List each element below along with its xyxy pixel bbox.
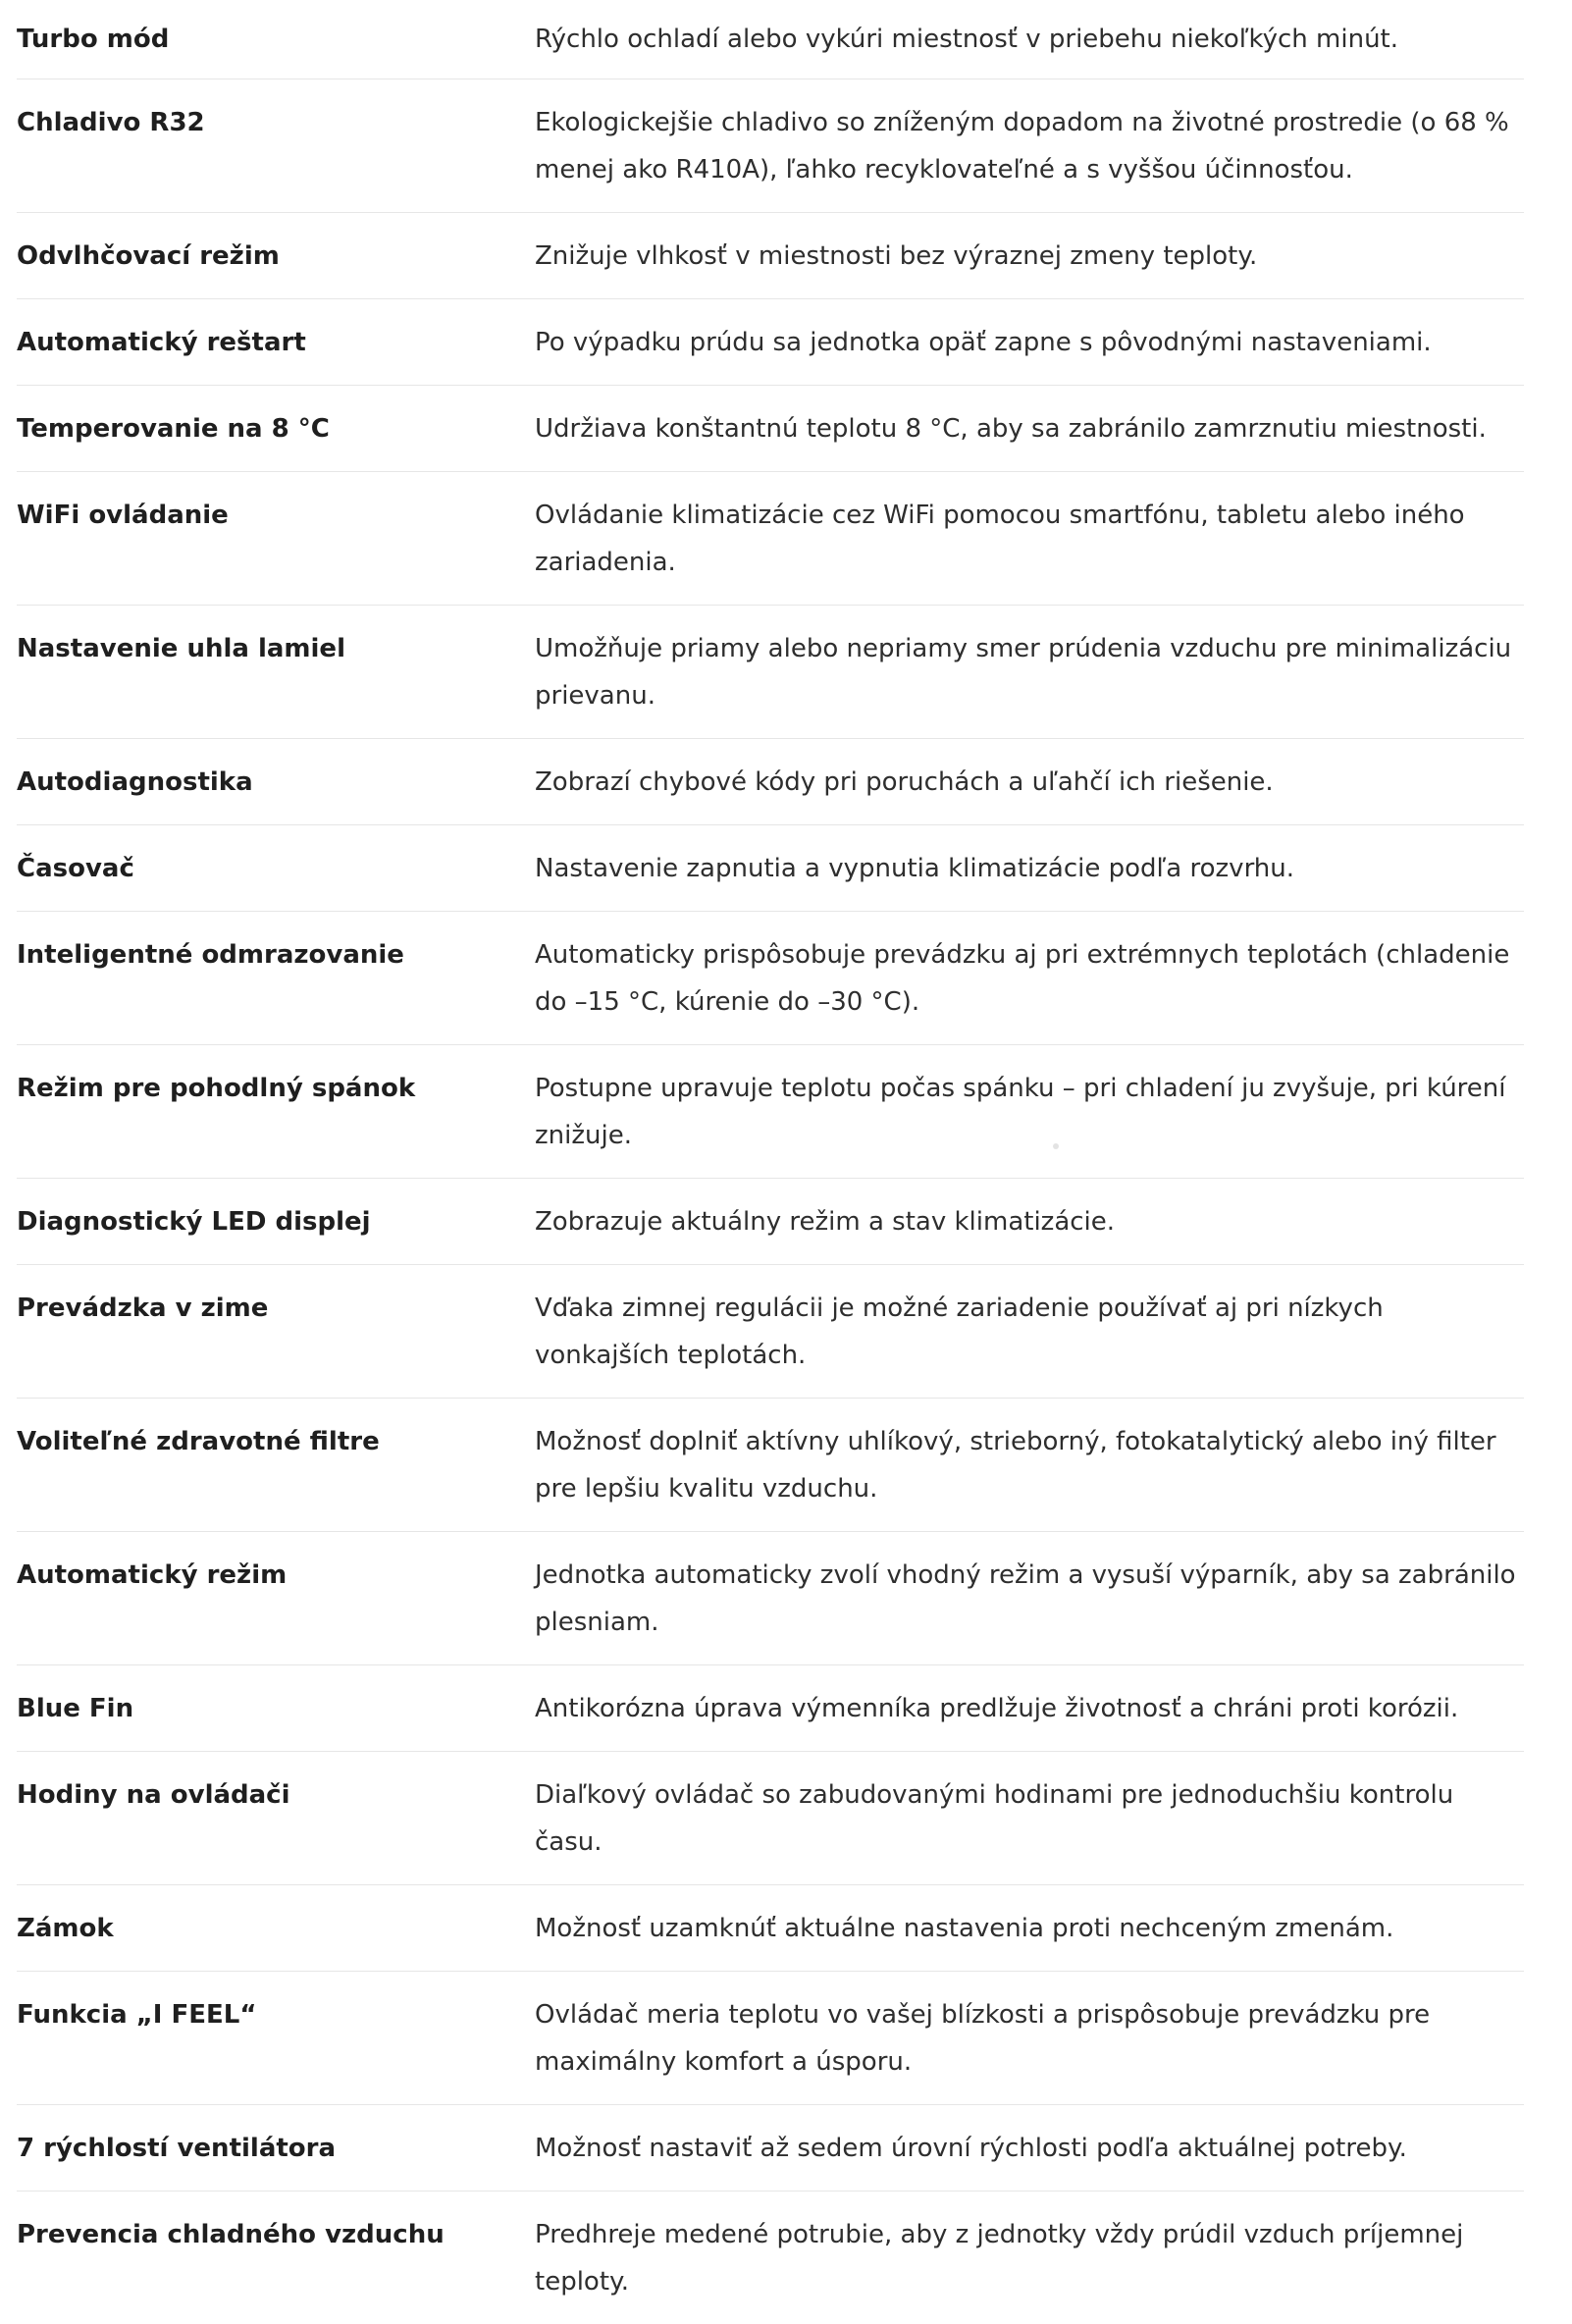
feature-name: Autodiagnostika bbox=[17, 739, 535, 825]
feature-name: Prevádzka v zime bbox=[17, 1265, 535, 1399]
feature-name: 7 rýchlostí ventilátora bbox=[17, 2105, 535, 2192]
table-row bbox=[17, 1885, 1524, 1972]
table-row bbox=[17, 739, 1524, 825]
feature-name: Blue Fin bbox=[17, 1665, 535, 1752]
feature-description: Udržiava konštantnú teplotu 8 °C, aby sa zabránilo zamrznutiu miestnosti. bbox=[535, 386, 1524, 472]
feature-name: Funkcia „I FEEL“ bbox=[17, 1972, 535, 2105]
features-table-body bbox=[17, 0, 1524, 2324]
feature-name: Automatický režim bbox=[17, 1532, 535, 1665]
feature-name: Diagnostický LED displej bbox=[17, 1179, 535, 1265]
feature-description: Jednotka automaticky zvolí vhodný režim a vysuší výparník, aby sa zabránilo plesniam. bbox=[535, 1532, 1524, 1665]
table-row bbox=[17, 606, 1524, 739]
table-row bbox=[17, 213, 1524, 299]
table-row bbox=[17, 0, 1524, 79]
feature-description: Diaľkový ovládač so zabudovanými hodinami pre jednoduchšiu kontrolu času. bbox=[535, 1752, 1524, 1885]
table-row bbox=[17, 386, 1524, 472]
table-row bbox=[17, 472, 1524, 606]
table-row bbox=[17, 1179, 1524, 1265]
feature-description: Vďaka zimnej regulácii je možné zariadenie používať aj pri nízkych vonkajších teplotách. bbox=[535, 1265, 1524, 1399]
stray-dot bbox=[1053, 1143, 1059, 1149]
features-table bbox=[17, 0, 1524, 2324]
feature-description: Ovládač meria teplotu vo vašej blízkosti a prispôsobuje prevádzku pre maximálny komfort a úsporu. bbox=[535, 1972, 1524, 2105]
feature-name: Odvlhčovací režim bbox=[17, 213, 535, 299]
feature-description: Automaticky prispôsobuje prevádzku aj pri extrémnych teplotách (chladenie do –15 °C, kúrenie do –30 °C). bbox=[535, 912, 1524, 1045]
feature-description: Možnosť nastaviť až sedem úrovní rýchlosti podľa aktuálnej potreby. bbox=[535, 2105, 1524, 2192]
feature-name: WiFi ovládanie bbox=[17, 472, 535, 606]
feature-description: Umožňuje priamy alebo nepriamy smer prúdenia vzduchu pre minimalizáciu prievanu. bbox=[535, 606, 1524, 739]
feature-description: Možnosť doplniť aktívny uhlíkový, strieborný, fotokatalytický alebo iný filter pre lepšiu kvalitu vzduchu. bbox=[535, 1399, 1524, 1532]
table-row bbox=[17, 1532, 1524, 1665]
table-row bbox=[17, 79, 1524, 213]
table-row bbox=[17, 2192, 1524, 2324]
table-row bbox=[17, 1399, 1524, 1532]
feature-description: Ovládanie klimatizácie cez WiFi pomocou smartfónu, tabletu alebo iného zariadenia. bbox=[535, 472, 1524, 606]
feature-description: Po výpadku prúdu sa jednotka opäť zapne s pôvodnými nastaveniami. bbox=[535, 299, 1524, 386]
feature-description: Zobrazí chybové kódy pri poruchách a uľahčí ich riešenie. bbox=[535, 739, 1524, 825]
feature-name: Časovač bbox=[17, 825, 535, 912]
feature-description: Antikorózna úprava výmenníka predlžuje životnosť a chráni proti korózii. bbox=[535, 1665, 1524, 1752]
table-row bbox=[17, 299, 1524, 386]
feature-name: Inteligentné odmrazovanie bbox=[17, 912, 535, 1045]
table-row bbox=[17, 1665, 1524, 1752]
feature-name: Nastavenie uhla lamiel bbox=[17, 606, 535, 739]
feature-description: Predhreje medené potrubie, aby z jednotky vždy prúdil vzduch príjemnej teploty. bbox=[535, 2192, 1524, 2324]
feature-name: Režim pre pohodlný spánok bbox=[17, 1045, 535, 1179]
table-row bbox=[17, 912, 1524, 1045]
table-row bbox=[17, 2105, 1524, 2192]
feature-description: Rýchlo ochladí alebo vykúri miestnosť v priebehu niekoľkých minút. bbox=[535, 0, 1524, 79]
feature-name: Temperovanie na 8 °C bbox=[17, 386, 535, 472]
feature-name: Zámok bbox=[17, 1885, 535, 1972]
table-row bbox=[17, 1972, 1524, 2105]
feature-description: Zobrazuje aktuálny režim a stav klimatizácie. bbox=[535, 1179, 1524, 1265]
feature-name: Turbo mód bbox=[17, 0, 535, 79]
feature-name: Voliteľné zdravotné filtre bbox=[17, 1399, 535, 1532]
feature-description: Možnosť uzamknúť aktuálne nastavenia proti nechceným zmenám. bbox=[535, 1885, 1524, 1972]
table-row bbox=[17, 825, 1524, 912]
feature-description: Nastavenie zapnutia a vypnutia klimatizácie podľa rozvrhu. bbox=[535, 825, 1524, 912]
feature-description: Znižuje vlhkosť v miestnosti bez výraznej zmeny teploty. bbox=[535, 213, 1524, 299]
table-row bbox=[17, 1752, 1524, 1885]
feature-name: Hodiny na ovládači bbox=[17, 1752, 535, 1885]
table-row bbox=[17, 1045, 1524, 1179]
table-row bbox=[17, 1265, 1524, 1399]
feature-description: Ekologickejšie chladivo so zníženým dopadom na životné prostredie (o 68 % menej ako R410A), ľahko recyklovateľné a s vyššou účinnosťou. bbox=[535, 79, 1524, 213]
feature-description: Postupne upravuje teplotu počas spánku – pri chladení ju zvyšuje, pri kúrení znižuje. bbox=[535, 1045, 1524, 1179]
feature-name: Chladivo R32 bbox=[17, 79, 535, 213]
feature-name: Prevencia chladného vzduchu bbox=[17, 2192, 535, 2324]
feature-name: Automatický reštart bbox=[17, 299, 535, 386]
